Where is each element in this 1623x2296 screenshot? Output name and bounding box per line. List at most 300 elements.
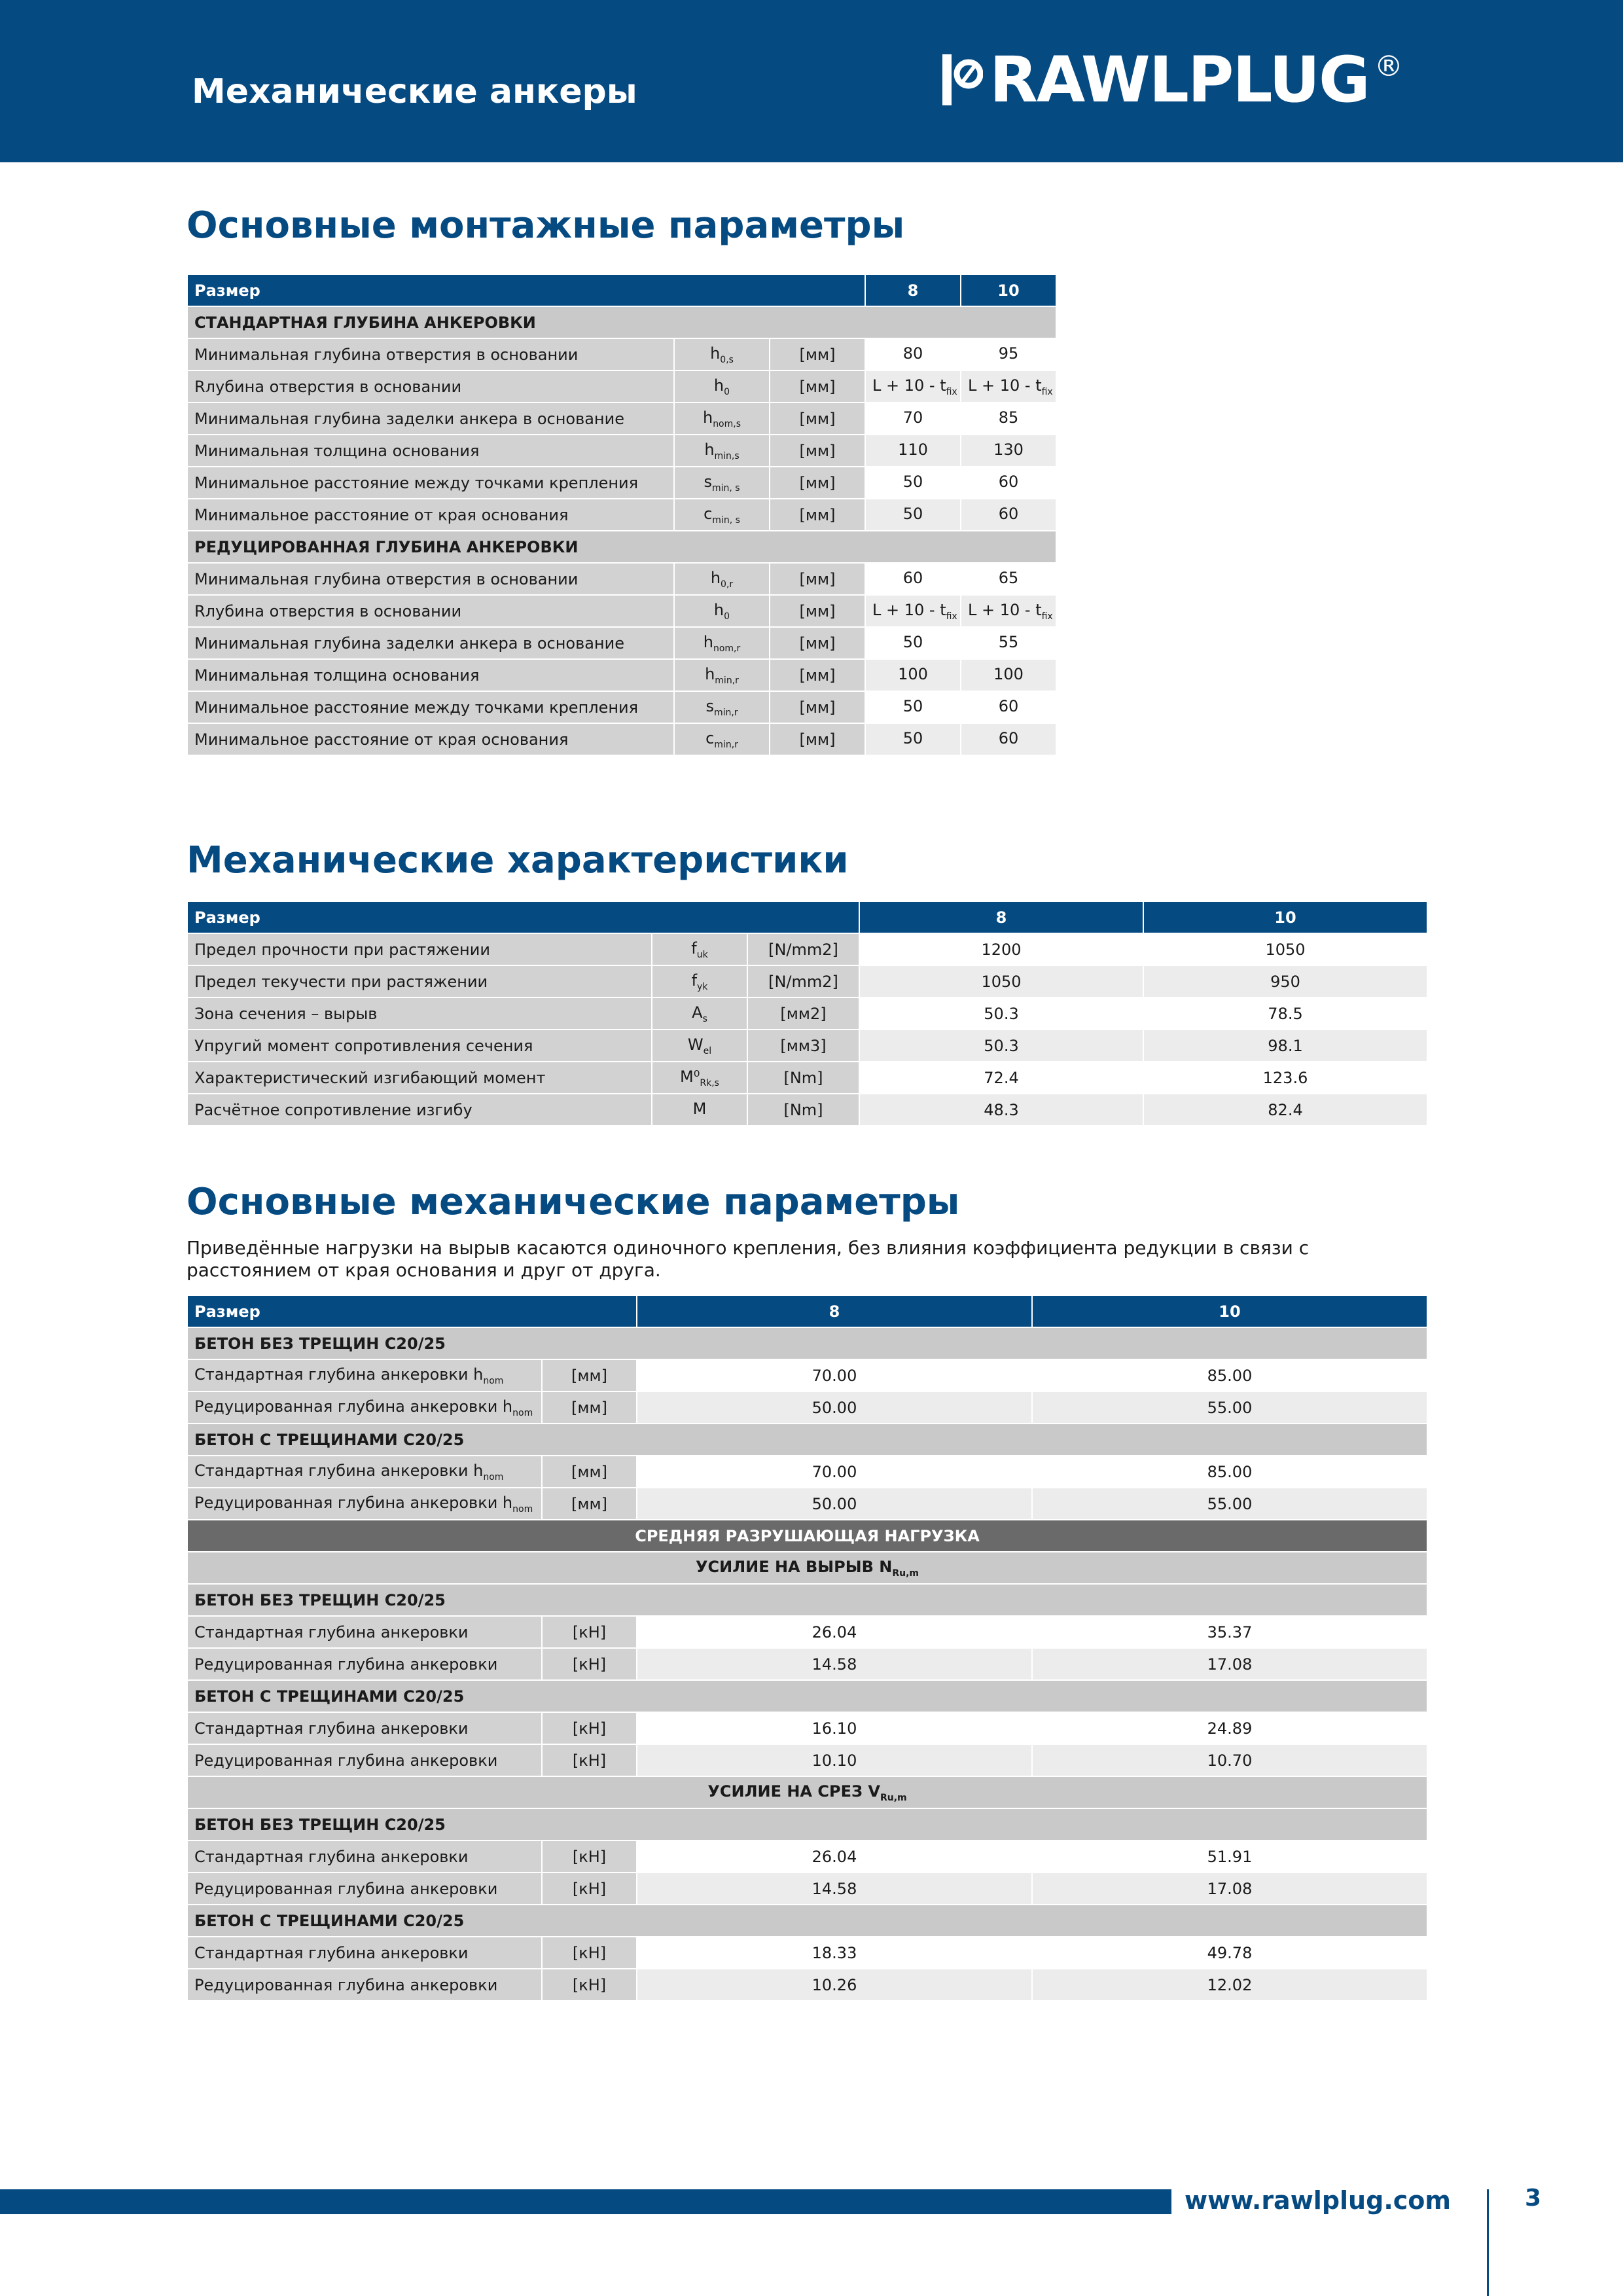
- label-main: Редуцированная глубина анкеровки: [194, 1975, 498, 1994]
- value-size-10: [961, 595, 1056, 627]
- param-label: [187, 1873, 542, 1905]
- symbol-main: M: [692, 1099, 707, 1118]
- value-size-8: 10.26: [637, 1969, 1032, 2001]
- subscript: nom: [483, 1471, 504, 1482]
- subscript: nom: [483, 1375, 504, 1386]
- value-size-8: 1200: [859, 933, 1143, 965]
- value-main: 50: [902, 696, 923, 715]
- section-row: [187, 1905, 1427, 1937]
- table-row: [187, 1062, 1427, 1094]
- symbol-main: c: [704, 504, 713, 523]
- subscript: 0,s: [720, 354, 734, 365]
- rawlplug-logo-icon: [942, 54, 983, 105]
- value-size-8: [865, 370, 961, 403]
- param-symbol: [652, 933, 747, 965]
- param-label: [187, 1359, 542, 1391]
- header-size-10: 10: [961, 274, 1056, 306]
- param-symbol: [674, 659, 770, 691]
- param-unit: [мм]: [542, 1391, 637, 1424]
- table-row: [187, 1744, 1427, 1776]
- symbol-main: h: [702, 408, 713, 427]
- subscript: nom,r: [713, 643, 741, 654]
- table-row: [187, 563, 1056, 595]
- value-size-8: [865, 659, 961, 691]
- param-unit: [N/mm2]: [747, 933, 859, 965]
- param-unit: [мм]: [542, 1359, 637, 1391]
- param-unit: [мм]: [770, 627, 865, 659]
- section-row: [187, 1327, 1427, 1359]
- shear-load-label: [187, 1776, 1427, 1808]
- value-main: 95: [998, 344, 1019, 363]
- table-row: [187, 1094, 1427, 1126]
- section-label: БЕТОН С ТРЕЩИНАМИ C20/25: [187, 1424, 1427, 1456]
- label-main: Стандартная глубина анкеровки h: [194, 1461, 484, 1480]
- symbol-main: h: [713, 600, 724, 619]
- section-label: БЕТОН С ТРЕЩИНАМИ C20/25: [187, 1680, 1427, 1712]
- value-size-10: 12.02: [1032, 1969, 1427, 2001]
- label-main: Редуцированная глубина анкеровки: [194, 1751, 498, 1770]
- param-unit: [мм2]: [747, 997, 859, 1030]
- table-row: [187, 627, 1056, 659]
- table-row: [187, 435, 1056, 467]
- section-label: БЕТОН БЕЗ ТРЕЩИН C20/25: [187, 1327, 1427, 1359]
- value-size-8: [865, 563, 961, 595]
- header-size-8: 8: [637, 1295, 1032, 1327]
- value-size-8: 50.3: [859, 1030, 1143, 1062]
- table-row: [187, 723, 1056, 755]
- param-label: [187, 1937, 542, 1969]
- param-unit: [кН]: [542, 1712, 637, 1744]
- subscript: nom: [512, 1407, 533, 1418]
- param-label: Минимальное расстояние от края основания: [187, 499, 674, 531]
- table-row: [187, 691, 1056, 723]
- value-size-8: 18.33: [637, 1937, 1032, 1969]
- subscript: min,r: [714, 739, 738, 750]
- param-symbol: [674, 691, 770, 723]
- value-size-8: 26.04: [637, 1840, 1032, 1873]
- value-main: 50: [902, 632, 923, 651]
- subscript: min, s: [712, 514, 740, 526]
- value-size-10: [961, 338, 1056, 370]
- value-main: L + 10 - t: [872, 376, 946, 395]
- value-size-8: 70.00: [637, 1359, 1032, 1391]
- value-size-10: 17.08: [1032, 1648, 1427, 1680]
- table-row: [187, 965, 1427, 997]
- header-size-10: 10: [1032, 1295, 1427, 1327]
- param-label: Предел прочности при растяжении: [187, 933, 652, 965]
- value-main: L + 10 - t: [968, 600, 1042, 619]
- param-symbol: [674, 499, 770, 531]
- param-symbol: [674, 403, 770, 435]
- subscript: min,s: [714, 450, 740, 461]
- table-header-row: [187, 901, 1427, 933]
- param-unit: [кН]: [542, 1937, 637, 1969]
- value-size-10: [961, 563, 1056, 595]
- table-row: [187, 595, 1056, 627]
- param-label: [187, 1712, 542, 1744]
- param-unit: [кН]: [542, 1840, 637, 1873]
- header-size-10: 10: [1143, 901, 1427, 933]
- symbol-main: s: [704, 472, 712, 491]
- value-size-10: 78.5: [1143, 997, 1427, 1030]
- value-main: 100: [993, 664, 1024, 683]
- param-label: [187, 1969, 542, 2001]
- value-size-8: [865, 627, 961, 659]
- install-params-title: Основные монтажные параметры: [187, 204, 905, 247]
- param-unit: [мм]: [770, 370, 865, 403]
- symbol-main: M⁰: [680, 1067, 700, 1086]
- value-size-8: [865, 338, 961, 370]
- subscript: yk: [697, 981, 708, 992]
- value-size-10: 55.00: [1032, 1391, 1427, 1424]
- param-label: [187, 1744, 542, 1776]
- value-size-8: [865, 403, 961, 435]
- table-row: [187, 1712, 1427, 1744]
- param-label: Rлубина отверстия в основании: [187, 595, 674, 627]
- section-row: [187, 1808, 1427, 1840]
- value-size-10: 35.37: [1032, 1616, 1427, 1648]
- avg-failure-load-row: [187, 1520, 1427, 1552]
- value-size-8: 70.00: [637, 1456, 1032, 1488]
- table-row: [187, 933, 1427, 965]
- shear-load-row: [187, 1776, 1427, 1808]
- param-unit: [мм]: [770, 467, 865, 499]
- param-label: [187, 1616, 542, 1648]
- value-size-10: [961, 370, 1056, 403]
- table-row: [187, 1488, 1427, 1520]
- value-size-8: 50.00: [637, 1488, 1032, 1520]
- param-label: Упругий момент сопротивления сечения: [187, 1030, 652, 1062]
- value-size-10: 24.89: [1032, 1712, 1427, 1744]
- symbol-main: f: [691, 971, 698, 990]
- symbol-main: W: [687, 1035, 704, 1054]
- value-main: 50: [902, 504, 923, 523]
- value-main: 60: [998, 728, 1019, 747]
- table-row: [187, 370, 1056, 403]
- page-number: 3: [1525, 2185, 1542, 2212]
- table-row: [187, 1648, 1427, 1680]
- param-unit: [мм]: [770, 403, 865, 435]
- subscript: fix: [946, 611, 957, 622]
- section-label: СТАНДАРТНАЯ ГЛУБИНА АНКЕРОВКИ: [187, 306, 1056, 338]
- value-main: 60: [998, 504, 1019, 523]
- param-symbol: [674, 370, 770, 403]
- table-row: [187, 659, 1056, 691]
- table-header-row: [187, 274, 1056, 306]
- mech-props-title: Механические характеристики: [187, 839, 849, 882]
- param-label: Минимальная глубина заделки анкера в основание: [187, 627, 674, 659]
- header-size-label: Размер: [187, 274, 865, 306]
- subscript: fix: [1041, 386, 1053, 397]
- tension-load-label: [187, 1552, 1427, 1584]
- section-label: БЕТОН С ТРЕЩИНАМИ C20/25: [187, 1905, 1427, 1937]
- section-row: [187, 1584, 1427, 1616]
- value-size-10: [961, 499, 1056, 531]
- subscript: fix: [1041, 611, 1053, 622]
- value-size-10: [961, 435, 1056, 467]
- param-label: Минимальное расстояние между точками крепления: [187, 691, 674, 723]
- value-size-10: 55.00: [1032, 1488, 1427, 1520]
- footer-band: [0, 2189, 1171, 2214]
- symbol-main: h: [710, 344, 721, 363]
- table-row: [187, 1937, 1427, 1969]
- label-main: Стандартная глубина анкеровки: [194, 1623, 469, 1641]
- value-size-10: 123.6: [1143, 1062, 1427, 1094]
- param-symbol: [652, 1094, 747, 1126]
- subscript: 0,r: [721, 579, 734, 590]
- symbol-main: h: [704, 440, 715, 459]
- label-main: УСИЛИЕ НА ВЫРЫВ N: [696, 1557, 893, 1576]
- value-size-10: [961, 691, 1056, 723]
- table-row: [187, 1391, 1427, 1424]
- label-main: Редуцированная глубина анкеровки: [194, 1655, 498, 1674]
- label-main: Редуцированная глубина анкеровки: [194, 1879, 498, 1898]
- param-label: [187, 1488, 542, 1520]
- param-label: Расчётное сопротивление изгибу: [187, 1094, 652, 1126]
- param-unit: [мм]: [770, 435, 865, 467]
- value-size-8: 10.10: [637, 1744, 1032, 1776]
- symbol-main: c: [705, 728, 715, 747]
- value-main: 70: [902, 408, 923, 427]
- value-size-10: 82.4: [1143, 1094, 1427, 1126]
- value-size-8: 72.4: [859, 1062, 1143, 1094]
- load-params-title: Основные механические параметры: [187, 1181, 960, 1223]
- subscript: min,r: [713, 707, 738, 718]
- param-label: Минимальная толщина основания: [187, 659, 674, 691]
- value-main: 50: [902, 472, 923, 491]
- subscript: uk: [696, 949, 708, 960]
- symbol-main: s: [705, 696, 714, 715]
- param-unit: [мм]: [770, 691, 865, 723]
- value-size-10: 17.08: [1032, 1873, 1427, 1905]
- header-size-label: Размер: [187, 901, 859, 933]
- param-unit: [мм]: [770, 499, 865, 531]
- value-size-10: [961, 627, 1056, 659]
- param-label: [187, 1840, 542, 1873]
- value-size-8: 1050: [859, 965, 1143, 997]
- table-header-row: [187, 1295, 1427, 1327]
- param-symbol: [674, 563, 770, 595]
- subscript: Ru,m: [880, 1792, 907, 1803]
- table-row: [187, 1616, 1427, 1648]
- section-row: [187, 1680, 1427, 1712]
- symbol-main: A: [692, 1003, 703, 1022]
- param-label: Минимальное расстояние от края основания: [187, 723, 674, 755]
- value-size-10: [961, 659, 1056, 691]
- value-size-8: [865, 723, 961, 755]
- param-unit: [мм]: [770, 595, 865, 627]
- label-main: УСИЛИЕ НА СРЕЗ V: [707, 1782, 880, 1801]
- value-size-8: 48.3: [859, 1094, 1143, 1126]
- subscript: 0: [724, 386, 730, 397]
- param-unit: [мм3]: [747, 1030, 859, 1062]
- header-size-label: Размер: [187, 1295, 637, 1327]
- table-row: [187, 997, 1427, 1030]
- table-row: [187, 499, 1056, 531]
- param-label: Зона сечения – вырыв: [187, 997, 652, 1030]
- table-row: [187, 1456, 1427, 1488]
- avg-failure-load-label: СРЕДНЯЯ РАЗРУШАЮЩАЯ НАГРУЗКА: [187, 1520, 1427, 1552]
- param-unit: [кН]: [542, 1873, 637, 1905]
- value-main: L + 10 - t: [968, 376, 1042, 395]
- value-size-10: [961, 467, 1056, 499]
- param-symbol: [674, 595, 770, 627]
- section-row: [187, 1424, 1427, 1456]
- tension-load-row: [187, 1552, 1427, 1584]
- param-label: Предел текучести при растяжении: [187, 965, 652, 997]
- symbol-main: h: [713, 376, 724, 395]
- footer-website-link[interactable]: www.rawlplug.com: [1185, 2186, 1451, 2215]
- subscript: nom: [512, 1503, 533, 1515]
- value-size-8: [865, 499, 961, 531]
- value-main: 110: [898, 440, 928, 459]
- param-unit: [Nm]: [747, 1094, 859, 1126]
- param-symbol: [652, 1062, 747, 1094]
- param-unit: [кН]: [542, 1648, 637, 1680]
- param-symbol: [674, 723, 770, 755]
- install-params-table: [187, 274, 1057, 756]
- section-label: РЕДУЦИРОВАННАЯ ГЛУБИНА АНКЕРОВКИ: [187, 531, 1056, 563]
- param-unit: [мм]: [542, 1456, 637, 1488]
- logo-wordmark: RAWLPLUG: [990, 43, 1369, 117]
- subscript: 0: [724, 611, 730, 622]
- param-symbol: [674, 338, 770, 370]
- param-unit: [N/mm2]: [747, 965, 859, 997]
- subscript: nom,s: [713, 418, 741, 429]
- param-unit: [мм]: [770, 723, 865, 755]
- param-label: Минимальная глубина отверстия в основании: [187, 338, 674, 370]
- value-main: 80: [902, 344, 923, 363]
- section-row: [187, 306, 1056, 338]
- registered-mark: ®: [1374, 50, 1403, 83]
- value-main: 130: [993, 440, 1024, 459]
- load-params-table: [187, 1295, 1428, 2001]
- section-row: [187, 531, 1056, 563]
- param-unit: [кН]: [542, 1616, 637, 1648]
- param-label: Характеристический изгибающий момент: [187, 1062, 652, 1094]
- symbol-main: f: [691, 939, 697, 958]
- value-size-8: 50.3: [859, 997, 1143, 1030]
- label-main: Редуцированная глубина анкеровки h: [194, 1397, 513, 1416]
- value-size-8: [865, 467, 961, 499]
- value-size-8: 50.00: [637, 1391, 1032, 1424]
- param-symbol: [652, 965, 747, 997]
- page-header-title: Механические анкеры: [192, 72, 637, 111]
- label-main: Стандартная глубина анкеровки h: [194, 1365, 484, 1384]
- symbol-main: h: [710, 568, 721, 587]
- value-main: 100: [898, 664, 928, 683]
- value-size-10: 10.70: [1032, 1744, 1427, 1776]
- load-params-intro: Приведённые нагрузки на вырыв касаются одиночного крепления, без влияния коэффициента редукции в связи с расстоянием от края основания и друг от друга.: [187, 1237, 1310, 1281]
- subscript: min, s: [711, 482, 740, 493]
- param-label: Минимальная глубина отверстия в основании: [187, 563, 674, 595]
- label-main: Стандартная глубина анкеровки: [194, 1943, 469, 1962]
- param-unit: [кН]: [542, 1744, 637, 1776]
- value-main: 50: [902, 728, 923, 747]
- mech-props-table: [187, 901, 1428, 1126]
- param-unit: [кН]: [542, 1969, 637, 2001]
- value-size-10: 950: [1143, 965, 1427, 997]
- value-size-10: 1050: [1143, 933, 1427, 965]
- value-size-10: 51.91: [1032, 1840, 1427, 1873]
- param-label: Минимальная толщина основания: [187, 435, 674, 467]
- value-main: 60: [998, 696, 1019, 715]
- value-size-8: [865, 691, 961, 723]
- subscript: Rk,s: [700, 1077, 719, 1088]
- value-size-10: 85.00: [1032, 1456, 1427, 1488]
- table-row: [187, 1840, 1427, 1873]
- value-main: 85: [998, 408, 1019, 427]
- param-unit: [мм]: [542, 1488, 637, 1520]
- param-label: Минимальная глубина заделки анкера в основание: [187, 403, 674, 435]
- table-row: [187, 1030, 1427, 1062]
- rawlplug-logo: [942, 43, 1403, 117]
- value-main: 65: [998, 568, 1019, 587]
- value-size-8: [865, 435, 961, 467]
- param-symbol: [674, 467, 770, 499]
- value-size-10: [961, 723, 1056, 755]
- value-size-8: 14.58: [637, 1873, 1032, 1905]
- param-label: [187, 1391, 542, 1424]
- param-unit: [мм]: [770, 563, 865, 595]
- value-size-10: 49.78: [1032, 1937, 1427, 1969]
- table-row: [187, 467, 1056, 499]
- param-unit: [мм]: [770, 659, 865, 691]
- value-main: 55: [998, 632, 1019, 651]
- table-row: [187, 338, 1056, 370]
- table-row: [187, 1873, 1427, 1905]
- param-label: [187, 1456, 542, 1488]
- param-unit: [мм]: [770, 338, 865, 370]
- param-unit: [Nm]: [747, 1062, 859, 1094]
- value-size-8: 16.10: [637, 1712, 1032, 1744]
- header-size-8: 8: [859, 901, 1143, 933]
- param-label: [187, 1648, 542, 1680]
- subscript: min,r: [715, 675, 739, 686]
- value-main: 60: [998, 472, 1019, 491]
- label-main: Стандартная глубина анкеровки: [194, 1719, 469, 1738]
- table-row: [187, 1969, 1427, 2001]
- subscript: el: [703, 1045, 712, 1056]
- value-size-8: 26.04: [637, 1616, 1032, 1648]
- section-label: БЕТОН БЕЗ ТРЕЩИН C20/25: [187, 1808, 1427, 1840]
- value-size-10: 98.1: [1143, 1030, 1427, 1062]
- param-symbol: [674, 627, 770, 659]
- label-main: Редуцированная глубина анкеровки h: [194, 1493, 513, 1512]
- section-label: БЕТОН БЕЗ ТРЕЩИН C20/25: [187, 1584, 1427, 1616]
- param-symbol: [652, 1030, 747, 1062]
- value-size-8: 14.58: [637, 1648, 1032, 1680]
- symbol-main: h: [705, 664, 715, 683]
- param-label: Rлубина отверстия в основании: [187, 370, 674, 403]
- value-size-8: [865, 595, 961, 627]
- value-main: 60: [902, 568, 923, 587]
- param-label: Минимальное расстояние между точками крепления: [187, 467, 674, 499]
- label-main: Стандартная глубина анкеровки: [194, 1847, 469, 1866]
- param-symbol: [674, 435, 770, 467]
- subscript: Ru,m: [892, 1568, 919, 1579]
- table-row: [187, 403, 1056, 435]
- symbol-main: h: [703, 632, 713, 651]
- header-size-8: 8: [865, 274, 961, 306]
- subscript: s: [702, 1013, 707, 1024]
- value-size-10: [961, 403, 1056, 435]
- subscript: fix: [946, 386, 957, 397]
- value-size-10: 85.00: [1032, 1359, 1427, 1391]
- value-main: L + 10 - t: [872, 600, 946, 619]
- param-symbol: [652, 997, 747, 1030]
- table-row: [187, 1359, 1427, 1391]
